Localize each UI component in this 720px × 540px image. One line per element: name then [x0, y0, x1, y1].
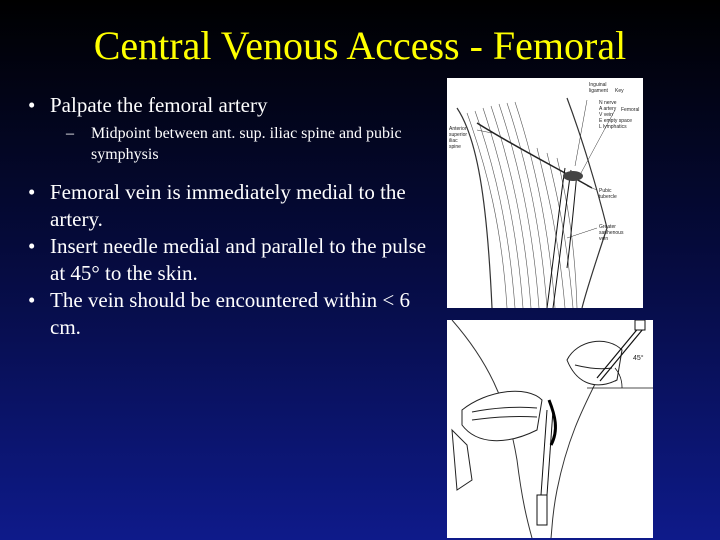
label-tubercle: tubercle	[599, 194, 617, 200]
bullet-item	[28, 179, 438, 233]
label-ligament: ligament	[589, 88, 608, 94]
label-greater: Greater	[599, 224, 616, 230]
bullet-dot: •	[28, 234, 36, 258]
label-spine: spine	[449, 144, 461, 150]
label-iliac: iliac	[449, 138, 458, 144]
bullet-item	[28, 287, 438, 341]
label-key: Key	[615, 88, 624, 94]
femoral-anatomy-drawing	[447, 78, 643, 308]
label-key-n: N nerve	[599, 100, 617, 106]
label-vein: vein	[599, 236, 609, 242]
bullet-list	[28, 92, 438, 341]
femoral-anatomy-illustration	[447, 78, 643, 308]
bullet-text: Palpate the femoral artery	[50, 93, 268, 117]
label-key-e: E empty space	[599, 118, 633, 124]
label-saphenous: saphenous	[599, 230, 624, 236]
label-key-v: V vein	[599, 112, 613, 118]
label-femoral: Femoral	[621, 107, 640, 113]
sub-bullet-item	[66, 123, 438, 165]
label-superior: superior	[449, 132, 468, 138]
needle-insertion-illustration	[447, 320, 653, 538]
bullet-item	[28, 233, 438, 287]
bullet-text: The vein should be encountered within < 6 cm.	[50, 288, 411, 339]
bullet-item	[28, 92, 438, 119]
label-inguinal: Inguinal	[589, 82, 607, 88]
label-anterior: Anterior	[449, 126, 467, 132]
bullet-dot: •	[28, 180, 36, 204]
bullet-text: Femoral vein is immediately medial to the artery.	[50, 180, 406, 231]
label-key-a: A artery	[599, 106, 617, 112]
needle-insertion-drawing	[447, 320, 653, 538]
label-key-l: L lymphatics	[599, 124, 627, 130]
bullet-dot: •	[28, 93, 36, 117]
label-pubic: Pubic	[599, 188, 612, 194]
bullet-text: Insert needle medial and parallel to the pulse at 45° to the skin.	[50, 234, 427, 285]
slide-title: Central Venous Access - Femoral	[93, 23, 627, 68]
bullet-dot: •	[28, 288, 36, 312]
sub-bullet-dash: –	[66, 125, 74, 142]
angle-label: 45°	[633, 355, 644, 362]
sub-bullet-text: Midpoint between ant. sup. iliac spine and pubic symphysis	[91, 125, 402, 163]
